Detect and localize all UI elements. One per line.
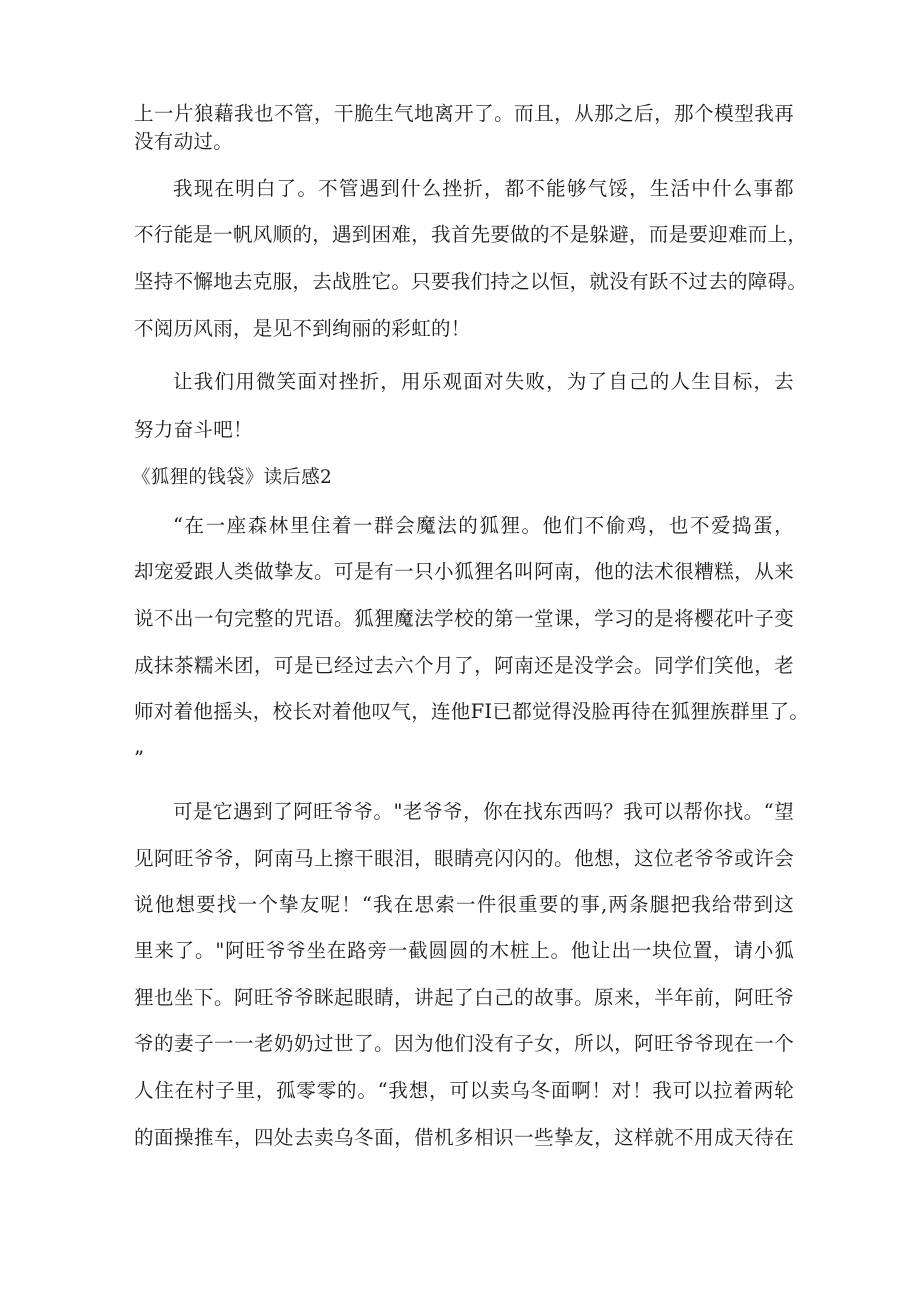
text-line: 见阿旺爷爷，阿南马上擦干眼泪，眼睛亮闪闪的。他想，这位老爷爷或许会 [134,847,794,870]
text-line: 里来了。"阿旺爷爷坐在路旁一截圆圆的木桩上。他让出一块位置，请小狐 [134,939,794,962]
text-line: 狸也坐下。阿旺爷爷眯起眼睛，讲起了白己的故事。原来，半年前，阿旺爷 [134,986,794,1009]
text-line: 的面操推车，四处去卖乌冬面，借机多相识一些挚友，这样就不用成天待在 [134,1126,794,1149]
text-line: 上一片狼藉我也不管，干脆生气地离开了。而且，从那之后，那个模型我再 [134,102,794,125]
text-line: 说不出一句完整的咒语。狐狸魔法学校的第一堂课，学习的是将樱花叶子变 [134,607,794,630]
text-line: 却宠爱跟人类做挚友。可是有一只小狐狸名叫阿南，他的法术很糟糕，从来 [134,560,794,583]
text-line: 我现在明白了。不管遇到什么挫折，都不能够气馁，生活中什么事都 [173,177,794,200]
text-line: 不行能是一帆风顺的，遇到困难，我首先要做的不是躲避，而是要迎难而上， [134,223,808,246]
text-line: “在一座森林里住着一群会魔法的狐狸。他们不偷鸡，也不爱捣蛋， [173,514,794,537]
text-line: 可是它遇到了阿旺爷爷。"老爷爷，你在找东西吗？我可以帮你找。“望 [173,800,794,823]
text-line: ” [134,747,145,770]
text-line: 说他想要找一个挚友呢！“我在思索一件很重要的事,两条腿把我给带到这 [134,893,794,916]
text-line: 爷的妻子一一老奶奶过世了。因为他们没有子女，所以，阿旺爷爷现在一个 [134,1032,794,1055]
text-line: 不阅历风雨，是见不到绚丽的彩虹的！ [134,317,471,340]
text-line: 努力奋斗吧！ [134,418,253,441]
text-line: 没有动过。 [134,130,234,153]
text-line: 人住在村子里，孤零零的。“我想，可以卖乌冬面啊！对！我可以拉着两轮 [134,1079,794,1102]
text-line: 成抹茶糯米团，可是已经过去六个月了，阿南还是没学会。同学们笑他，老 [134,654,794,677]
text-line: 坚持不懈地去克服，去战胜它。只要我们持之以恒，就没有跃不过去的障碍。 [134,270,808,293]
text-line: 让我们用微笑面对挫折，用乐观面对失败，为了自己的人生目标，去 [173,370,794,393]
section-heading: 《狐狸的钱袋》读后感2 [132,467,333,488]
text-line: 师对着他摇头，校长对着他叹气，连他FI已都觉得没脸再待在狐狸族群里了。 [134,700,810,723]
